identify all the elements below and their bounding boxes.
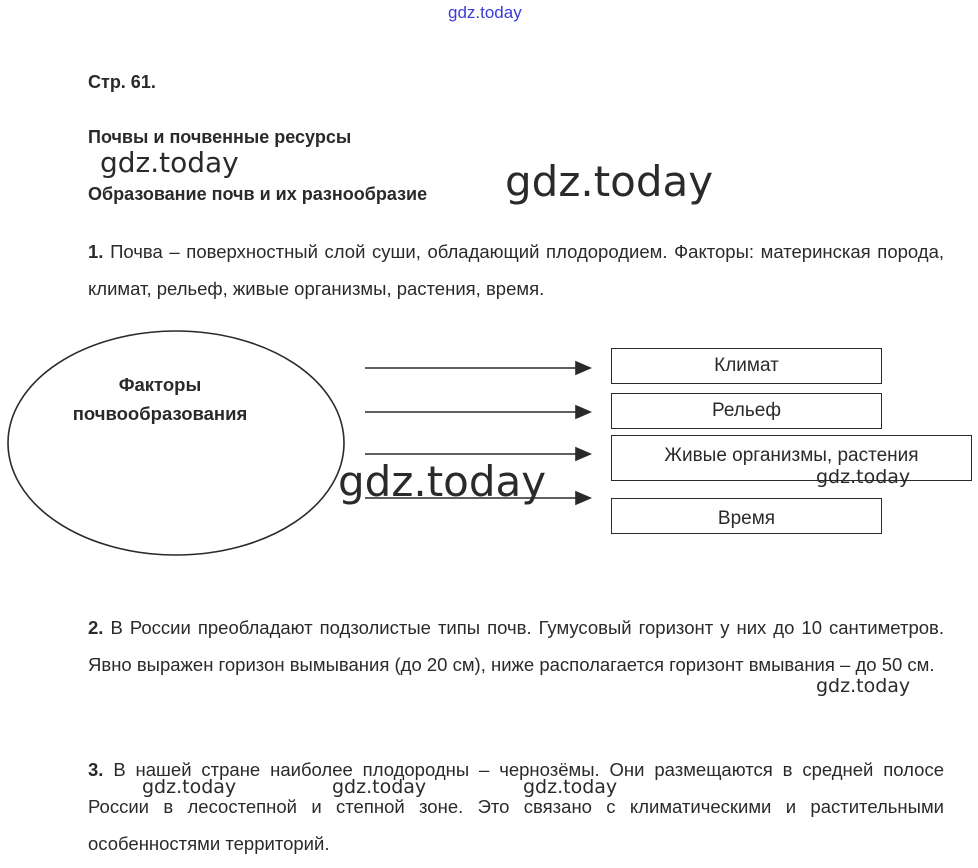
answer-text: В России преобладают подзолистые типы почв. Гумусовый горизонт у них до 10 сантиметров. Явно выражен горизон вымывания (до 20 см), ниже располагается горизонт вмывания – до 50 см.: [88, 617, 944, 675]
answer-2: [88, 609, 944, 683]
factor-box-relief: Рельеф: [611, 393, 882, 429]
watermark: gdz.today: [338, 457, 547, 506]
answer-text: В нашей стране наиболее плодородны – чернозёмы. Они размещаются в средней полосе России в лесостепной и степной зоне. Это связано с климатическими и растительными особенностями территорий.: [88, 759, 944, 854]
answer-number: 3.: [88, 759, 104, 780]
factor-box-time: Время: [611, 498, 882, 534]
subsection-heading: Образование почв и их разнообразие: [88, 184, 428, 204]
arrow: [365, 406, 590, 418]
factor-box-organisms: Живые организмы, растения: [611, 435, 972, 481]
watermark: gdz.today: [332, 776, 427, 798]
answer-text: Почва – поверхностный слой суши, обладающий плодородием. Факторы: материнская порода, климат, рельеф, живые организмы, растения, время.: [88, 241, 945, 299]
watermark: gdz.today: [142, 776, 237, 798]
center-oval: [8, 331, 344, 555]
answer-number: 1.: [88, 241, 104, 262]
section-heading: Почвы и почвенные ресурсы: [88, 127, 352, 147]
watermark: gdz.today: [816, 675, 911, 697]
watermark: gdz.today: [523, 776, 618, 798]
factor-box-climate: Климат: [611, 348, 882, 384]
watermark: gdz.today: [100, 146, 239, 179]
answer-3: [88, 751, 944, 862]
arrow: [365, 362, 590, 374]
page-reference: Стр. 61.: [88, 72, 156, 92]
site-watermark-top: gdz.today: [448, 3, 522, 22]
answer-number: 2.: [88, 617, 104, 638]
watermark: gdz.today: [816, 466, 911, 488]
diagram-center-label: Факторы почвообразования: [72, 374, 248, 424]
watermark: gdz.today: [505, 157, 714, 206]
